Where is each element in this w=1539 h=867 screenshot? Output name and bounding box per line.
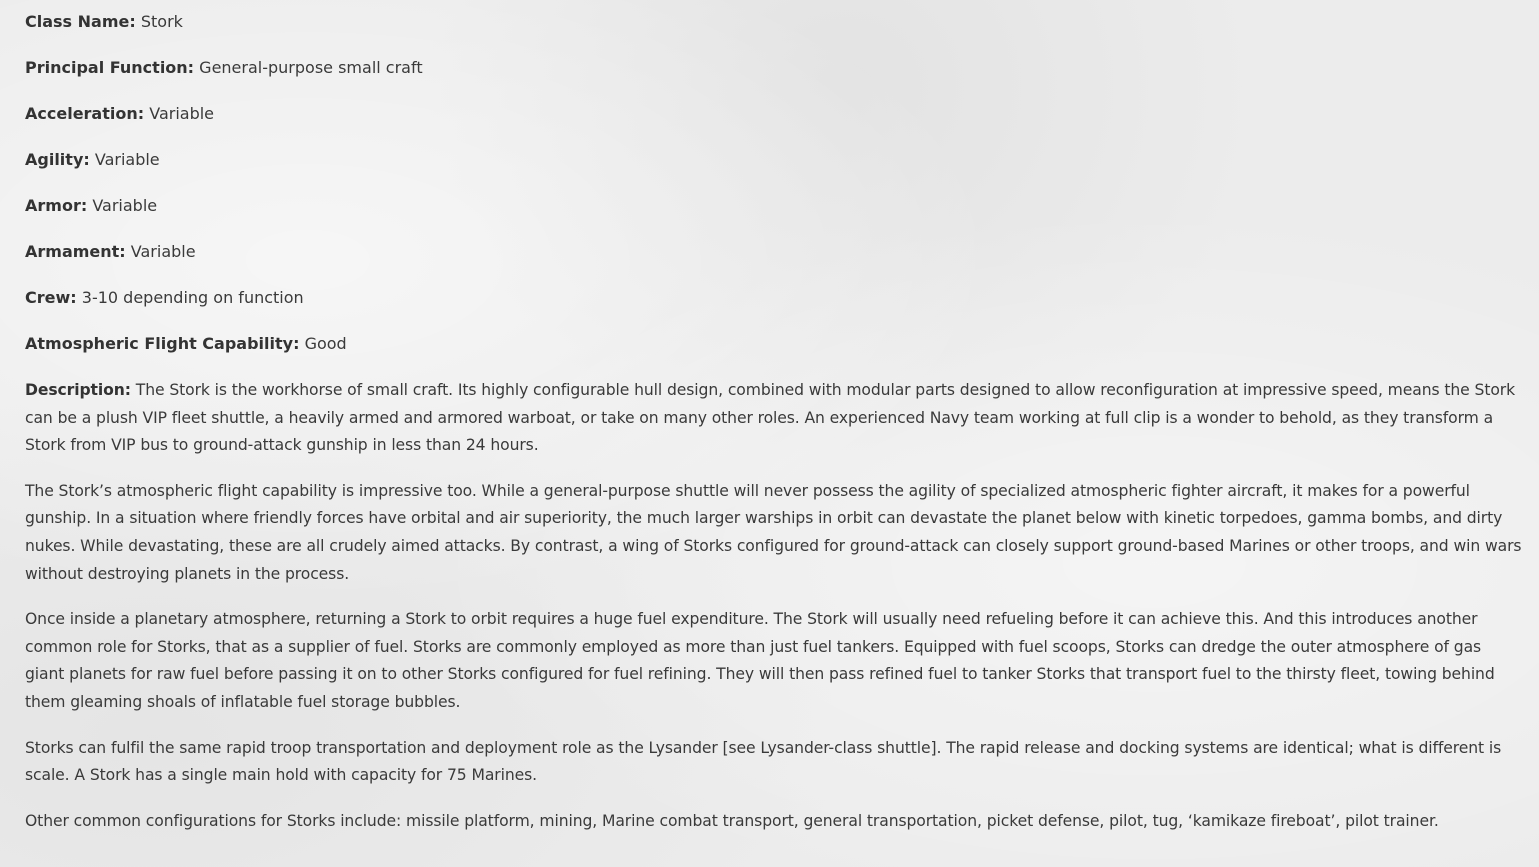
spec-value: Good — [304, 334, 347, 353]
spec-value: Variable — [92, 196, 158, 215]
description-text: The Stork is the workhorse of small craft. Its highly configurable hull design, combined with modular parts designed to allow reconfiguration at impressive speed, means the Stork can be a plush VIP fleet shuttle, a heavily armed and armored warboat, or take on many other roles. An experienced Navy team working at full clip is a wonder to behold, as they transform a Stork from VIP bus to ground-attack gunship in less than 24 hours. — [25, 381, 1516, 455]
spec-label: Atmospheric Flight Capability: — [25, 334, 300, 353]
spec-value: General-purpose small craft — [199, 58, 423, 77]
spec-value: Variable — [149, 104, 215, 123]
spec-class-name — [25, 11, 1525, 32]
spec-label: Principal Function: — [25, 58, 195, 77]
spec-acceleration — [25, 103, 1525, 124]
spec-label: Crew: — [25, 288, 77, 307]
spec-value: 3-10 depending on function — [81, 288, 304, 307]
description-label: Description: — [25, 381, 131, 399]
spec-armament — [25, 241, 1525, 262]
spec-armor — [25, 195, 1525, 216]
description-paragraph — [25, 377, 1525, 460]
spec-crew — [25, 287, 1525, 308]
spec-value: Variable — [130, 242, 196, 261]
spec-label: Armor: — [25, 196, 88, 215]
article-body — [25, 11, 1525, 853]
spec-label: Agility: — [25, 150, 90, 169]
paragraph-refueling: Once inside a planetary atmosphere, returning a Stork to orbit requires a huge fuel expenditure. The Stork will usually need refueling before it can achieve this. And this introduces another common role for Storks, that as a supplier of fuel. Storks are commonly employed as more than just fuel tankers. Equipped with fuel scoops, Storks can dredge the outer atmosphere of gas giant planets for raw fuel before passing it on to other Storks configured for fuel refining. They will then pass refined fuel to tanker Storks that transport fuel to the thirsty fleet, towing behind them gleaming shoals of inflatable fuel storage bubbles. — [25, 610, 1495, 711]
spec-principal-function — [25, 57, 1525, 78]
spec-label: Acceleration: — [25, 104, 145, 123]
spec-value: Variable — [94, 150, 160, 169]
spec-label: Class Name: — [25, 12, 136, 31]
paragraph-other-configurations: Other common configurations for Storks include: missile platform, mining, Marine combat transport, general transportation, picket defense, pilot, tug, ‘kamikaze fireboat’, pilot trainer. — [25, 811, 1439, 830]
spec-value: Stork — [140, 12, 183, 31]
paragraph-atmospheric-capability: The Stork’s atmospheric flight capability is impressive too. While a general-purpose shuttle will never possess the agility of specialized atmospheric fighter aircraft, it makes for a powerful gunship. In a situation where friendly forces have orbital and air superiority, the much larger warships in orbit can devastate the planet below with kinetic torpedoes, gamma bombs, and dirty nukes. While devastating, these are all crudely aimed attacks. By contrast, a wing of Storks configured for ground-attack can closely support ground-based Marines or other troops, and win wars without destroying planets in the process. — [25, 481, 1522, 583]
spec-agility — [25, 149, 1525, 170]
paragraph-troop-transport: Storks can fulfil the same rapid troop transportation and deployment role as the Lysander [see Lysander-class shuttle]. The rapid release and docking systems are identical; what is different is scale. A Stork has a single main hold with capacity for 75 Marines. — [25, 738, 1502, 785]
spec-label: Armament: — [25, 242, 126, 261]
spec-atmospheric-flight — [25, 333, 1525, 354]
